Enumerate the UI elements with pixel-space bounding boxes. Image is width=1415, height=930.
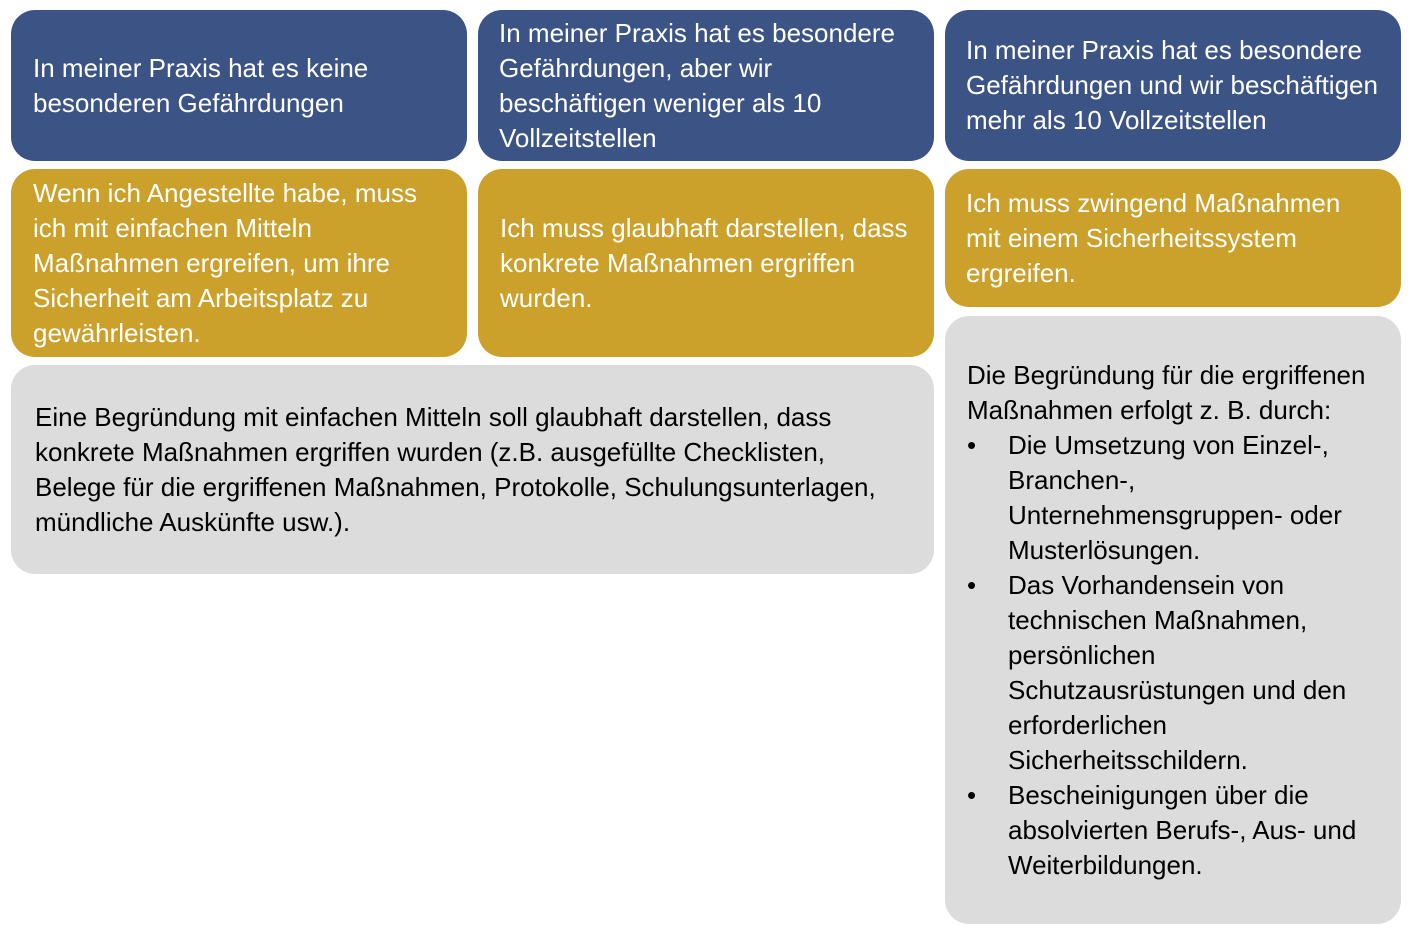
consequence-box-hazards-large — [945, 169, 1401, 307]
header-text-no-hazards: In meiner Praxis hat es keine besonderen Gefährdungen — [33, 52, 369, 118]
header-box-no-hazards — [11, 10, 467, 161]
explanation-box-system — [945, 316, 1401, 924]
header-box-hazards-large — [945, 10, 1401, 161]
explanation-intro: Die Begründung für die ergriffenen Maßnahmen erfolgt z. B. durch: — [967, 359, 1366, 425]
explanation-box-simple — [11, 365, 934, 574]
bullet-item-text: Bescheinigungen über die absolvierten Berufs-, Aus- und Weiterbildungen. — [1008, 779, 1357, 880]
bullet-item — [967, 778, 1379, 883]
consequence-text-hazards-large: Ich muss zwingend Maßnahmen mit einem Sicherheitssystem ergreifen. — [966, 187, 1341, 288]
bullet-icon: • — [967, 569, 977, 600]
header-text-hazards-large: In meiner Praxis hat es besondere Gefährdungen und wir beschäftigen mehr als 10 Vollzeitstellen — [966, 35, 1378, 135]
explanation-content-system — [967, 358, 1379, 883]
consequence-text-no-hazards: Wenn ich Angestellte habe, muss ich mit einfachen Mitteln Maßnahmen ergreifen, um ihre Sicherheit am Arbeitsplatz zu gewährleisten. — [33, 177, 417, 348]
bullet-item-text: Das Vorhandensein von technischen Maßnahmen, persönlichen Schutzausrüstungen und den erforderlichen Sicherheitsschildern. — [1008, 569, 1347, 775]
bullet-item — [967, 428, 1379, 568]
consequence-box-hazards-small — [478, 169, 934, 357]
bullet-icon: • — [967, 429, 977, 460]
header-text-hazards-small: In meiner Praxis hat es besondere Gefährdungen, aber wir beschäftigen weniger als 10 Vollzeitstellen — [499, 17, 895, 153]
consequence-box-no-hazards — [11, 169, 467, 357]
consequence-text-hazards-small: Ich muss glaubhaft darstellen, dass konkrete Maßnahmen ergriffen wurden. — [500, 212, 908, 313]
bullet-icon: • — [967, 779, 977, 810]
bullet-item — [967, 568, 1379, 778]
bullet-item-text: Die Umsetzung von Einzel-, Branchen-, Unternehmensgruppen- oder Musterlösungen. — [1008, 429, 1342, 565]
explanation-bullet-list — [967, 428, 1379, 883]
explanation-text-simple: Eine Begründung mit einfachen Mitteln soll glaubhaft darstellen, dass konkrete Maßnahmen ergriffen wurden (z.B. ausgefüllte Checklisten, Belege für die ergriffenen Maßnahmen, Protokolle, Schulungsunterlagen, mündliche Auskünfte usw.). — [35, 401, 876, 537]
header-box-hazards-small — [478, 10, 934, 161]
